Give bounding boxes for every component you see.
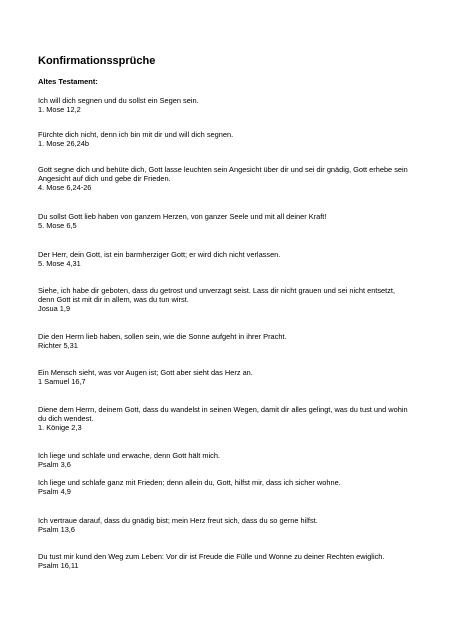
verse-item bbox=[38, 552, 410, 570]
verse-text: Siehe, ich habe dir geboten, dass du getrost und unverzagt seist. Lass dir nicht grauen und sei nicht entsetzt, denn Gott ist mit dir in allem, was du tun wirst. bbox=[38, 286, 396, 305]
verse-item bbox=[38, 286, 410, 314]
verse-item bbox=[38, 516, 410, 534]
verse-text: Fürchte dich nicht, denn ich bin mit dir und will dich segnen. bbox=[38, 130, 234, 139]
verse-reference: 1. Könige 2,3 bbox=[38, 423, 82, 433]
verse-text: Du tust mir kund den Weg zum Leben: Vor dir ist Freude die Fülle und Wonne zu deiner Rechten ewiglich. bbox=[38, 552, 385, 561]
verse-reference: Psalm 13,6 bbox=[38, 525, 75, 535]
verse-reference: Psalm 4,9 bbox=[38, 487, 71, 497]
verse-text: Du sollst Gott lieb haben von ganzem Herzen, von ganzer Seele und mit all deiner Kraft! bbox=[38, 212, 327, 221]
section-heading: Altes Testament: bbox=[38, 77, 98, 86]
verse-text: Die den Herrn lieb haben, sollen sein, wie die Sonne aufgeht in ihrer Pracht. bbox=[38, 332, 287, 341]
verse-reference: Richter 5,31 bbox=[38, 341, 78, 351]
verse-item bbox=[38, 250, 410, 268]
verse-item bbox=[38, 96, 410, 114]
verse-reference: 4. Mose 6,24-26 bbox=[38, 183, 92, 193]
verse-item bbox=[38, 165, 410, 193]
verse-reference: Psalm 3,6 bbox=[38, 460, 71, 470]
verse-text: Ich liege und schlafe ganz mit Frieden; denn allein du, Gott, hilfst mir, dass ich sicher wohne. bbox=[38, 478, 341, 487]
page-title: Konfirmationssprüche bbox=[38, 55, 156, 67]
verse-item bbox=[38, 332, 410, 350]
verse-reference: 5. Mose 6,5 bbox=[38, 221, 77, 231]
verse-item bbox=[38, 478, 410, 496]
verse-text: Ich will dich segnen und du sollst ein Segen sein. bbox=[38, 96, 199, 105]
verse-item bbox=[38, 212, 410, 230]
verse-reference: 1. Mose 26,24b bbox=[38, 139, 89, 149]
verse-reference: Psalm 16,11 bbox=[38, 561, 79, 571]
verse-reference: 1. Mose 12,2 bbox=[38, 105, 81, 115]
verse-reference: 1 Samuel 16,7 bbox=[38, 377, 86, 387]
verse-text: Ich vertraue darauf, dass du gnädig bist; mein Herz freut sich, dass du so gerne hilfst. bbox=[38, 516, 318, 525]
verse-item bbox=[38, 368, 410, 386]
verse-reference: 5. Mose 4,31 bbox=[38, 259, 81, 269]
verse-text: Diene dem Herrn, deinem Gott, dass du wandelst in seinen Wegen, damit dir alles gelingt, was du tust und wohin du dich wendest. bbox=[38, 405, 408, 424]
verse-text: Ein Mensch sieht, was vor Augen ist; Gott aber sieht das Herz an. bbox=[38, 368, 253, 377]
verse-text: Ich liege und schlafe und erwache, denn Gott hält mich. bbox=[38, 451, 221, 460]
verse-item bbox=[38, 451, 410, 469]
verse-text: Der Herr, dein Gott, ist ein barmherziger Gott; er wird dich nicht verlassen. bbox=[38, 250, 281, 259]
verse-text: Gott segne dich und behüte dich, Gott lasse leuchten sein Angesicht über dir und sei dir gnädig, Gott erhebe sein Angesicht auf dich und gebe dir Frieden. bbox=[38, 165, 408, 184]
verse-reference: Josua 1,9 bbox=[38, 304, 71, 314]
verse-item bbox=[38, 405, 410, 433]
verse-item bbox=[38, 130, 410, 148]
